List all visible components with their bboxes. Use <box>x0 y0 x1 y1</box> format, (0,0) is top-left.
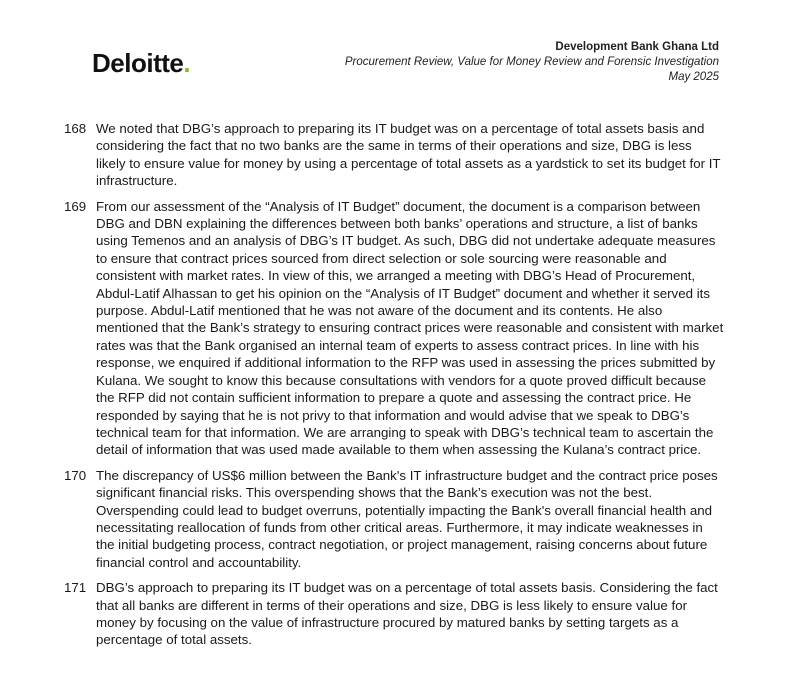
document-subtitle: Procurement Review, Value for Money Review and Forensic Investigation <box>344 56 719 68</box>
paragraph-number: 168 <box>64 121 87 136</box>
paragraph-171 <box>64 579 724 649</box>
body-paragraphs <box>64 120 724 657</box>
paragraph-number: 171 <box>64 580 87 596</box>
logo-text: Deloitte <box>92 48 184 78</box>
paragraph-text: DBG’s approach to preparing its IT budget was on a percentage of total assets basis. Considering the fact that all banks are different in terms of their operations and size, DBG is less likely to ensure value for money by focusing on the value of infrastructure procured by matured banks by setting targets as a percentage of total assets. <box>96 580 718 648</box>
paragraph-number: 169 <box>64 198 87 214</box>
paragraph-170 <box>64 467 724 571</box>
paragraph-number: 170 <box>64 467 87 483</box>
paragraph-text: The discrepancy of US$6 million between the Bank's IT infrastructure budget and the contract price poses significant financial risks. This overspending shows that the Bank’s execution was not the best. Overspending could lead to budget overruns, potentially impacting the Bank's overall financial health and necessitating reallocation of funds from other critical areas. Furthermore, it may indicate weaknesses in the initial budgeting process, contract negotiation, or project management, raising concerns about future financial control and accountability. <box>96 467 718 570</box>
paragraph-text: We noted that DBG’s approach to preparing its IT budget was on a percentage of total assets basis and considering the fact that no two banks are the same in terms of their operations and size, DBG is less likely to ensure value for money by using a percentage of total assets as a yardstick to set its budget for IT infrastructure. <box>96 121 721 189</box>
logo-dot: . <box>183 48 191 78</box>
paragraph-text: From our assessment of the “Analysis of IT Budget” document, the document is a comparison between DBG and DBN explaining the differences between both banks’ operations and structure, a list of banks using Temenos and an analysis of DBG’s IT budget. As such, DBG did not undertake adequate measures to ensure that contract prices sourced from direct selection or sole sourcing were reasonable and consistent with market rates. In view of this, we arranged a meeting with DBG’s Head of Procurement, Abdul-Latif Alhassan to get his opinion on the “Analysis of IT Budget” document and whether it served its purpose. Abdul-Latif mentioned that he was not aware of the document and its contents. He also mentioned that the Bank’s strategy to ensuring contract prices were reasonable and consistent with market rates was that the Bank organised an internal team of experts to assess contract prices. In line with his response, we enquired if additional information to the RFP was used in assessing the prices submitted by Kulana. We sought to know this because consultations with vendors for a quote proved difficult because the RFP did not contain sufficient information to prepare a quote and assessing the contract price. He responded by saying that he is not privy to that information and would advise that we speak to DBG’s technical team for that information. We are arranging to speak with DBG’s technical team to ascertain the detail of information that was used made available to them when assessing the Kulana’s contract price. <box>96 198 724 458</box>
paragraph-169 <box>64 198 724 459</box>
paragraph-168 <box>64 120 724 190</box>
document-header <box>345 40 719 85</box>
document-date: May 2025 <box>668 71 719 83</box>
deloitte-logo <box>92 46 190 80</box>
organization-name: Development Bank Ghana Ltd <box>555 41 719 53</box>
